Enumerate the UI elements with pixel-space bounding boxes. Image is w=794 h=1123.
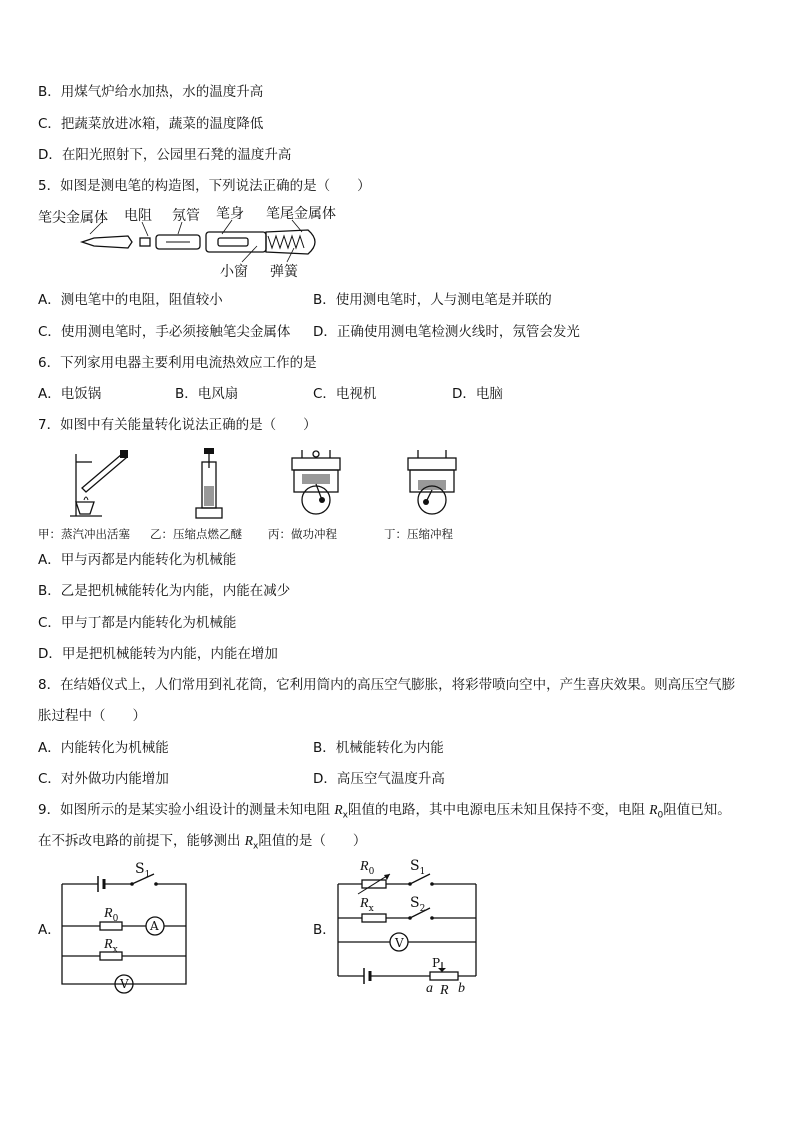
q4-option-d: D．在阳光照射下，公园里石凳的温度升高 <box>38 147 292 163</box>
q8-option-c: C．对外做功内能增加 <box>38 771 169 787</box>
fig-label-body: 笔身 <box>216 206 244 222</box>
circuit-b-voltmeter-label: V <box>395 936 404 950</box>
caption-ding: 丁：压缩冲程 <box>384 527 453 541</box>
circuit-a-ammeter-label: A <box>150 919 159 933</box>
q7-option-d: D．甲是把机械能转为内能，内能在增加 <box>38 646 278 662</box>
q5-option-a: A．测电笔中的电阻，阻值较小 <box>38 292 223 308</box>
figure-power-stroke <box>288 448 344 518</box>
circuit-b-rx-label: $R_x$ <box>360 896 374 914</box>
q8-option-d: D．高压空气温度升高 <box>313 771 445 787</box>
circuit-b-end-a: a <box>426 981 433 996</box>
caption-bing: 丙：做功冲程 <box>268 527 337 541</box>
circuit-a-switch-label: $S_1$ <box>135 861 151 880</box>
fig-label-spring: 弹簧 <box>270 264 298 280</box>
figure-steam-piston <box>62 448 132 518</box>
circuit-b-s1-label: $S_1$ <box>410 858 426 877</box>
q6-option-a: A．电饭锅 <box>38 386 102 402</box>
circuit-b-end-b: b <box>458 981 465 996</box>
circuit-a-rx-label: $R_x$ <box>104 937 118 955</box>
q8-option-b: B．机械能转化为内能 <box>313 740 444 756</box>
test-pen-drawing <box>82 224 342 264</box>
circuit-b-r0-label: $R_0$ <box>360 859 375 877</box>
circuit-b-slider-label: P <box>432 956 441 970</box>
caption-jia: 甲：蒸汽冲出活塞 <box>38 527 130 541</box>
q6-option-b: B．电风扇 <box>175 386 239 402</box>
q4-option-c: C．把蔬菜放进冰箱，蔬菜的温度降低 <box>38 116 264 132</box>
q8-stem-line2: 胀过程中（ ） <box>38 708 146 724</box>
q8-option-a: A．内能转化为机械能 <box>38 740 169 756</box>
figure-compress-ether <box>192 446 232 522</box>
circuit-b-s2-label: $S_2$ <box>410 895 426 914</box>
q5-option-b: B．使用测电笔时，人与测电笔是并联的 <box>313 292 552 308</box>
fig-label-tail: 笔尾金属体 <box>266 206 336 222</box>
q7-option-b: B．乙是把机械能转化为内能，内能在减少 <box>38 583 291 599</box>
circuit-a-voltmeter-label: V <box>120 977 129 991</box>
q6-option-d: D．电脑 <box>452 386 503 402</box>
fig-label-resistor: 电阻 <box>124 208 152 224</box>
q4-option-b: B．用煤气炉给水加热，水的温度升高 <box>38 84 264 100</box>
q6-stem: 6．下列家用电器主要利用电流热效应工作的是 <box>38 355 317 371</box>
circuit-b <box>338 876 488 986</box>
q7-option-c: C．甲与丁都是内能转化为机械能 <box>38 615 237 631</box>
q8-stem-line1: 8．在结婚仪式上，人们常用到礼花筒，它利用筒内的高压空气膨胀，将彩带喷向空中，产生喜庆效果。则高压空气膨 <box>38 677 736 693</box>
fig-label-window: 小窗 <box>220 264 248 280</box>
fig-label-neon: 氖管 <box>172 208 200 224</box>
q9-option-b-label: B． <box>313 922 336 938</box>
circuit-a <box>62 868 202 988</box>
q9-stem-line1: 9．如图所示的是某实验小组设计的测量未知电阻 $R_x$阻值的电路，其中电源电压未知且保持不变，电阻 $R_0$阻值已知。 <box>38 802 731 821</box>
q9-stem-line2: 在不拆改电路的前提下，能够测出 $R_x$阻值的是（ ） <box>38 833 367 852</box>
q6-option-c: C．电视机 <box>313 386 377 402</box>
q5-option-c: C．使用测电笔时，手必须接触笔尖金属体 <box>38 324 291 340</box>
q7-option-a: A．甲与丙都是内能转化为机械能 <box>38 552 237 568</box>
fig-label-tip: 笔尖金属体 <box>38 210 108 226</box>
figure-compression-stroke <box>404 448 460 518</box>
circuit-b-end-r: R <box>440 983 449 998</box>
q9-option-a-label: A． <box>38 922 61 938</box>
q7-stem: 7．如图中有关能量转化说法正确的是（ ） <box>38 417 317 433</box>
q5-stem: 5．如图是测电笔的构造图，下列说法正确的是（ ） <box>38 178 371 194</box>
circuit-a-r0-label: $R_0$ <box>104 906 119 924</box>
q5-option-d: D．正确使用测电笔检测火线时，氖管会发光 <box>313 324 580 340</box>
caption-yi: 乙：压缩点燃乙醚 <box>150 527 242 541</box>
